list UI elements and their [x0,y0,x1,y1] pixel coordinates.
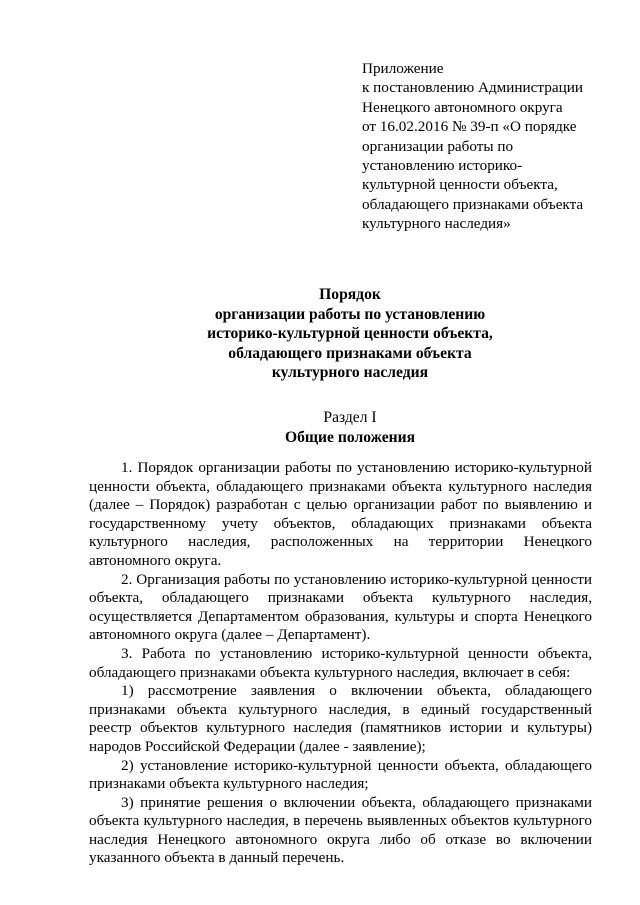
paragraph: 2) установление историко-культурной ценности объекта, обладающего признаками объекта культурного наследия; [89,756,592,793]
document-title [60,285,640,383]
appendix-line: Приложение [362,60,444,77]
appendix-line: Ненецкого автономного округа [362,98,563,116]
title-line: культурного наследия [271,364,429,381]
section-heading [60,408,640,447]
title-line: организации работы по установлению [214,305,486,323]
title-line: историко-культурной ценности объекта, [207,325,493,342]
appendix-line: культурного наследия» [362,215,511,233]
paragraph: 2. Организация работы по установлению историко-культурной ценности объекта, обладающего признаками объекта культурного наследия, осуществляется Департаментом образования, культуры и спорта Ненецкого автономного округа (далее – Департамент). [89,570,592,644]
title-line: обладающего признаками объекта [228,344,472,362]
appendix-line: установлению историко- [362,157,523,175]
document-body [89,459,592,868]
appendix-line: к постановлению Администрации [362,79,583,97]
appendix-line: обладающего признаками объекта [362,195,584,213]
appendix-line: от 16.02.2016 № 39-п «О порядке [362,118,577,136]
paragraph: 3. Работа по установлению историко-культурной ценности объекта, обладающего признаками объекта культурного наследия, включает в себя: [89,644,592,681]
title-line: Порядок [319,286,381,303]
paragraph: 3) принятие решения о включении объекта, обладающего признаками объекта культурного наследия, в перечень выявленных объектов культурного наследия Ненецкого автономного округа либо об отказе во включении указанного объекта в данный перечень. [89,793,592,867]
appendix-line: организации работы по [362,137,514,155]
paragraph: 1. Порядок организации работы по установлению историко-культурной ценности объекта, обладающего признаками объекта культурного наследия (далее – Порядок) разработан с целью организации работ по выявлению и государственному учету объектов, обладающих признаками объекта культурного наследия, расположенных на территории Ненецкого автономного округа. [89,459,592,569]
paragraph: 1) рассмотрение заявления о включении объекта, обладающего признаками объекта культурного наследия, в единый государственный реестр объектов культурного наследия (памятников истории и культуры) народов Российской Федерации (далее - заявление); [89,682,592,755]
section-number: Раздел I [323,409,377,426]
section-name: Общие положения [284,428,416,446]
appendix-line: культурной ценности объекта, [362,176,558,194]
appendix-block [362,59,602,234]
